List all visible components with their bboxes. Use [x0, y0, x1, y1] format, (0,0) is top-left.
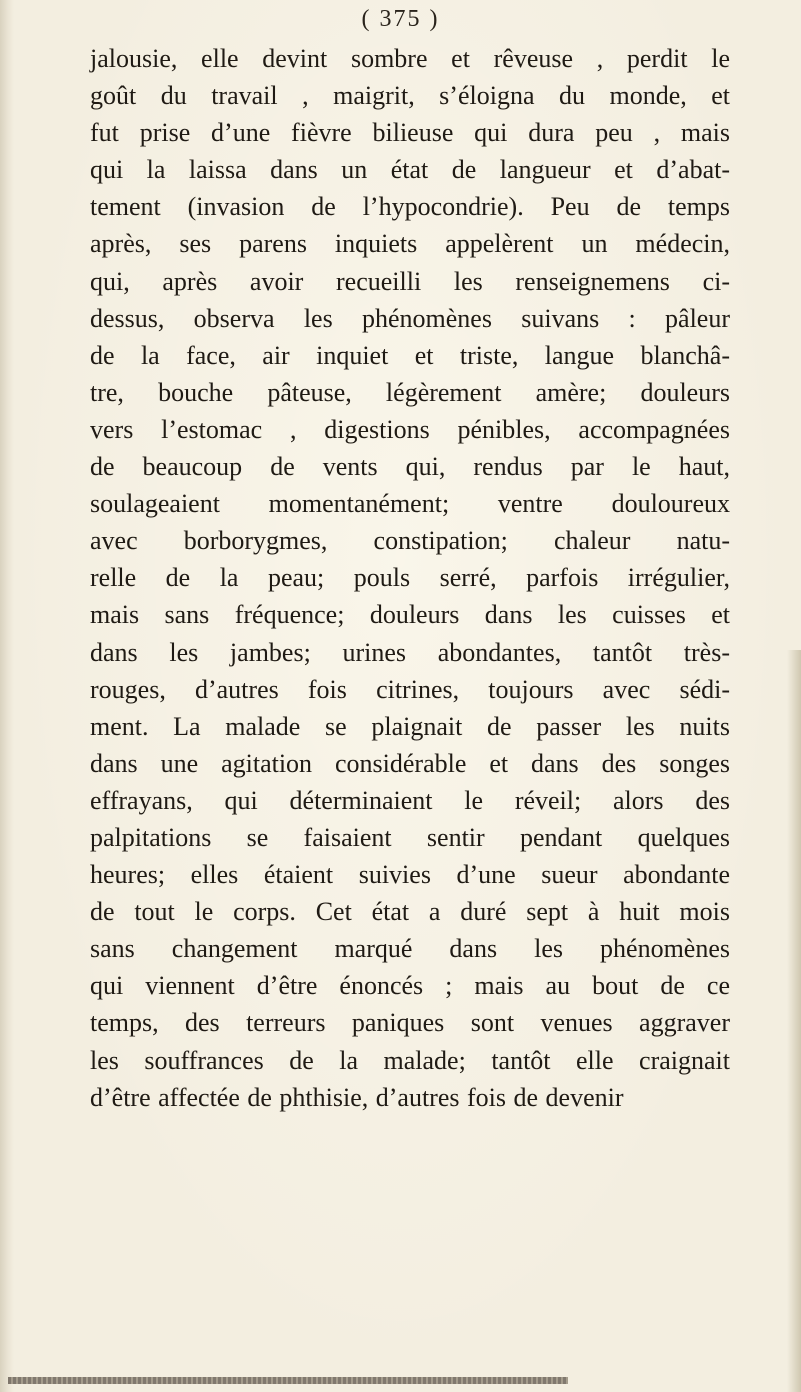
text-line: dans une agitation considérable et dans des songes: [90, 748, 730, 778]
text-line: jalousie, elle devint sombre et rêveuse , perdit le: [90, 44, 730, 73]
text-line: de tout le corps. Cet état a duré sept à huit mois: [90, 897, 730, 927]
text-line: rouges, d’autres fois citrines, toujours avec sédi-: [90, 674, 730, 704]
text-line: de beaucoup de vents qui, rendus par le haut,: [90, 452, 730, 482]
text-line: dessus, observa les phénomènes suivans : pâleur: [90, 303, 730, 333]
text-line: mais sans fréquence; douleurs dans les cuisses et: [90, 600, 730, 630]
text-line: les souffrances de la malade; tantôt elle craignait: [90, 1045, 730, 1075]
text-line: tre, bouche pâteuse, légèrement amère; douleurs: [90, 377, 730, 407]
body-text: [90, 40, 730, 1116]
page-left-edge-shadow: [0, 0, 14, 1392]
text-line: palpitations se faisaient sentir pendant quelques: [90, 822, 730, 852]
text-line: vers l’estomac , digestions pénibles, accompagnées: [90, 414, 730, 444]
text-line: ment. La malade se plaignait de passer les nuits: [90, 711, 730, 741]
text-line: de la face, air inquiet et triste, langue blanchâ-: [90, 340, 730, 370]
text-line: avec borborygmes, constipation; chaleur natu-: [90, 526, 730, 556]
text-line: dans les jambes; urines abondantes, tantôt très-: [90, 637, 730, 667]
text-line: effrayans, qui déterminaient le réveil; alors des: [90, 785, 730, 815]
text-line: heures; elles étaient suivies d’une sueur abondante: [90, 860, 730, 890]
text-line: qui la laissa dans un état de langueur et d’abat-: [90, 155, 730, 185]
text-line: goût du travail , maigrit, s’éloigna du monde, et: [90, 81, 730, 111]
text-line: relle de la peau; pouls serré, parfois irrégulier,: [90, 563, 730, 593]
text-line: d’être affectée de phthisie, d’autres fois de devenir: [90, 1082, 624, 1112]
page-number: ( 375 ): [361, 6, 440, 32]
text-line: temps, des terreurs paniques sont venues aggraver: [90, 1008, 730, 1038]
text-line: soulageaient momentanément; ventre douloureux: [90, 489, 730, 519]
page-right-edge-shadow: [787, 650, 801, 1392]
text-line: tement (invasion de l’hypocondrie). Peu de temps: [90, 192, 730, 222]
bottom-page-edge: [8, 1377, 568, 1384]
text-line: après, ses parens inquiets appelèrent un médecin,: [90, 229, 730, 259]
text-line: sans changement marqué dans les phénomènes: [90, 934, 730, 964]
text-line: qui, après avoir recueilli les renseignemens ci-: [90, 266, 730, 296]
text-line: qui viennent d’être énoncés ; mais au bout de ce: [90, 971, 730, 1001]
text-line: fut prise d’une fièvre bilieuse qui dura peu , mais: [90, 118, 730, 148]
